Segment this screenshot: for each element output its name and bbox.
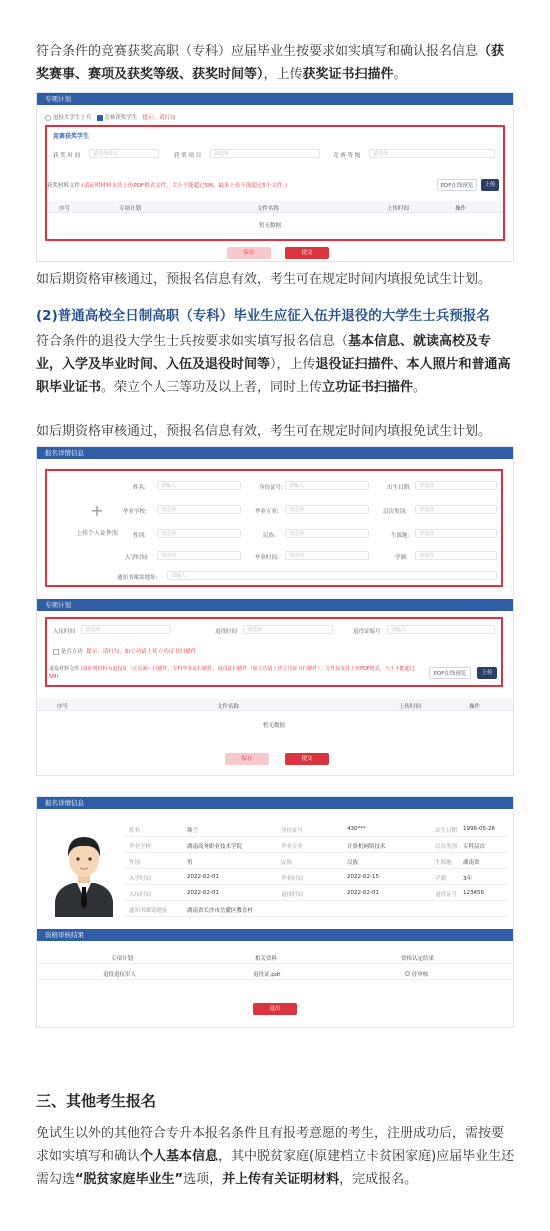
detail-label: 毕业专业 xyxy=(281,844,304,850)
p3-text-c: ，其中脱贫家庭(原建档立卡贫困家庭)应届毕业生还需勾选 xyxy=(36,1149,515,1187)
detail-value: 2022-02-01 xyxy=(187,890,219,896)
panel-header: 报名详情信息 xyxy=(37,447,513,459)
option-note: 提示：请打勾 xyxy=(142,115,176,121)
intro-paragraph xyxy=(36,40,516,86)
upload-row xyxy=(47,181,287,189)
result-row xyxy=(37,967,513,980)
label-gender: 性别: xyxy=(133,533,146,539)
p2-text-c: ），上传 xyxy=(270,357,316,372)
label-years: 学制: xyxy=(395,555,408,561)
intro-text-tail: ，上传 xyxy=(263,67,303,82)
detail-label: 毕业学校 xyxy=(129,844,152,850)
detail-row xyxy=(125,901,509,917)
detail-value: 2022-02-15 xyxy=(347,874,379,880)
label-name: 姓名: xyxy=(133,485,146,491)
retire-input[interactable]: 请选择 xyxy=(243,625,333,634)
detail-value: 汉族 xyxy=(347,860,359,866)
col-filename: 文件名称 xyxy=(217,704,240,710)
detail-label: 生源地 xyxy=(435,860,452,866)
detail-value: 湖南省 xyxy=(463,860,480,866)
section-title: 竞赛获奖学生 xyxy=(53,133,90,140)
label-major: 毕业专业: xyxy=(255,509,279,515)
p3-bold-f: 并上传有关证明材料 xyxy=(222,1172,340,1187)
detail-value: 430*** xyxy=(347,826,366,832)
checkbox-competition[interactable] xyxy=(97,115,103,121)
save-button[interactable]: 保存 xyxy=(227,247,271,259)
merit-label: 是否立功 xyxy=(60,649,83,655)
result-plan: 退役退伍军人 xyxy=(103,972,137,978)
merit-row xyxy=(53,647,196,655)
cert-input[interactable]: 请输入 xyxy=(387,625,495,634)
label-nation: 民族: xyxy=(263,533,276,539)
detail-value: 湖南省长沙市岳麓区教育村 xyxy=(187,908,254,914)
radio-veteran[interactable] xyxy=(45,115,51,121)
section-heading-2: (2)普通高校全日制高职（专科）毕业生应征入伍并退役的大学生士兵预报名 xyxy=(36,308,490,324)
after-text-1: 如后期资格审核通过，预报名信息有效，考生可在规定时间内填报免试生计划。 xyxy=(36,272,492,287)
intro-bold-text-2: 获奖证书扫描件 xyxy=(302,67,394,82)
detail-label: 毕业时间 xyxy=(281,876,304,882)
label-award-time: 获 奖 时 间 xyxy=(53,153,81,159)
upload-button[interactable]: 上传 xyxy=(477,667,497,679)
photo-upload-label: 上传个人证件照 xyxy=(75,530,118,537)
col-action: 操作 xyxy=(469,704,481,710)
upload-label: 获奖材料文件 xyxy=(47,183,81,189)
panel-header-plan: 专项计划 xyxy=(37,599,513,611)
label-retire: 退役时间 xyxy=(215,629,238,635)
award-time-input[interactable]: 请选择时间 xyxy=(89,149,159,158)
level-select[interactable]: 请选择 xyxy=(415,505,497,514)
p2-text-g: 。 xyxy=(413,380,427,395)
intro-text-end: 。 xyxy=(393,67,407,82)
col-result: 资格认定结果 xyxy=(401,956,435,962)
screenshot-competition-form xyxy=(36,92,514,262)
detail-value: 专科层次 xyxy=(463,844,486,850)
clock-icon xyxy=(405,971,410,976)
detail-row xyxy=(125,869,509,885)
intro-bold-text: （获奖赛事、赛项及获奖等级、获奖时间等） xyxy=(36,44,505,82)
option-competition-label: 竞赛获奖学生 xyxy=(104,115,138,121)
paragraph-3 xyxy=(36,1122,516,1191)
address-input[interactable]: 请输入 xyxy=(167,571,497,580)
after-text-2: 如后期资格审核通过，预报名信息有效，考生可在规定时间内填报免试生计划。 xyxy=(36,424,492,439)
merit-checkbox[interactable] xyxy=(53,649,59,655)
p2-bold-b: 基本信息、就读高校及专业，入学及毕业时间、入伍及退役时间等 xyxy=(36,334,492,372)
nation-select[interactable]: 请选择 xyxy=(285,529,369,538)
file-table-header xyxy=(37,699,513,711)
col-filename: 文件名称 xyxy=(257,206,280,212)
label-level: 层次类别: xyxy=(383,509,407,515)
detail-label: 姓名 xyxy=(129,828,141,834)
col-plan: 专项计划 xyxy=(119,206,142,212)
empty-text: 暂无数据 xyxy=(259,223,282,229)
years-select[interactable]: 请选择 xyxy=(415,551,497,560)
p2-bold-d: 退役证扫描件、本人照片和普通高职毕业证书 xyxy=(36,357,511,395)
upload-button[interactable]: 上传 xyxy=(481,179,499,191)
col-upload-time: 上传时间 xyxy=(399,704,422,710)
label-school: 毕业学校: xyxy=(123,509,147,515)
detail-row xyxy=(125,885,509,901)
pdf-preview-button[interactable]: PDF在线预览 xyxy=(437,179,477,191)
option-veteran-label: 退役大学生士兵 xyxy=(52,115,92,121)
detail-row xyxy=(125,821,509,837)
detail-label: 退役证号 xyxy=(435,892,458,898)
exit-button[interactable]: 退出 xyxy=(253,1003,297,1015)
save-button[interactable]: 保存 xyxy=(225,753,269,765)
col-index: 序号 xyxy=(57,704,69,710)
award-level-select[interactable]: 请选择 xyxy=(369,149,495,158)
detail-label: 入伍时间 xyxy=(129,892,152,898)
detail-label: 身份证号 xyxy=(281,828,304,834)
upload-note: (请证明材料为退役证（正反面）扫描件，专科毕业证扫描件，退役证扫描件（如立功请上传立功证书扫描件）；文件仅支持上传PDF格式，大小不能超过5M) xyxy=(49,666,415,680)
avatar xyxy=(49,821,119,917)
label-address: 通知书邮寄地址: xyxy=(117,575,158,581)
detail-row xyxy=(125,853,509,869)
upload-label: 退役材料文件 xyxy=(49,666,80,672)
plan-options xyxy=(45,113,176,121)
label-place: 生源地: xyxy=(391,533,410,539)
submit-button[interactable]: 提交 xyxy=(285,247,329,259)
enroll-input[interactable]: 请选择 xyxy=(157,551,241,560)
label-award-item: 获 奖 项 目 xyxy=(174,153,202,159)
label-id: 身份证号: xyxy=(259,485,283,491)
major-select[interactable]: 请选择 xyxy=(285,505,369,514)
detail-value: 计算机网络技术 xyxy=(347,844,386,850)
upload-row xyxy=(49,665,419,681)
panel-header-result: 资格审核结果 xyxy=(37,929,513,941)
panel-header: 专项计划 xyxy=(37,93,513,105)
detail-value: 湖南商务职业技术学院 xyxy=(187,844,243,850)
label-cert: 退役证编号 xyxy=(353,629,381,635)
label-grad: 毕业时间: xyxy=(255,555,279,561)
detail-label: 退役时间 xyxy=(281,892,304,898)
screenshot-detail-view xyxy=(36,796,514,1028)
detail-label: 层次类别 xyxy=(435,844,458,850)
merit-note: 提示：请打勾，如立功请上传立功证书扫描件 xyxy=(86,649,197,655)
p2-text-e: 。荣立个人三等功及以上者，同时上传 xyxy=(101,380,323,395)
paragraph-2 xyxy=(36,330,516,399)
birth-input[interactable]: 请选择 xyxy=(415,481,497,490)
p3-bold-b: 个人基本信息 xyxy=(140,1149,219,1164)
enlist-input[interactable]: 请选择 xyxy=(81,625,171,634)
detail-label: 入学时间 xyxy=(129,876,152,882)
upload-note: (请证明材料支持上传PDF格式文件，大小不能超过5M，最多上传不能超过5个文件。) xyxy=(81,183,288,189)
label-birth: 出生日期: xyxy=(387,485,411,491)
person-photo-icon xyxy=(49,821,119,917)
detail-label: 出生日期 xyxy=(435,828,458,834)
col-materials: 相关资料 xyxy=(255,956,278,962)
plus-icon: + xyxy=(90,501,104,520)
col-upload-time: 上传时间 xyxy=(387,206,410,212)
intro-text: 符合条件的竞赛获奖高职（专科）应届毕业生按要求如实填写和确认报名信息 xyxy=(36,44,479,59)
detail-value: 1996-05-26 xyxy=(463,826,495,832)
detail-value: 123456 xyxy=(463,890,484,896)
p3-text-e: 选项， xyxy=(183,1172,223,1187)
grad-input[interactable]: 请选择 xyxy=(285,551,369,560)
screenshot-veteran-form xyxy=(36,446,514,776)
result-file-link[interactable]: 退役证.pdf xyxy=(253,972,281,978)
detail-value: 3年 xyxy=(463,876,472,882)
p3-bold-d: “脱贫家庭毕业生” xyxy=(75,1172,184,1187)
pdf-preview-button[interactable]: PDF在线预览 xyxy=(429,667,471,679)
detail-value: 2022-02-01 xyxy=(347,890,379,896)
award-item-select[interactable]: 请选择 xyxy=(210,149,320,158)
empty-text: 暂无数据 xyxy=(263,723,286,729)
detail-label: 学制 xyxy=(435,876,447,882)
label-award-level: 竞 赛 等 级 xyxy=(333,153,361,159)
p2-text-a: 符合条件的退役大学生士兵按要求如实填写报名信息（ xyxy=(36,334,349,349)
panel-header: 报名详情信息 xyxy=(37,797,513,809)
detail-label: 民族 xyxy=(281,860,293,866)
detail-value: 男 xyxy=(187,860,193,866)
submit-button[interactable]: 提交 xyxy=(285,753,329,765)
result-status xyxy=(405,970,428,978)
detail-label: 性别 xyxy=(129,860,141,866)
detail-value: 韩兰 xyxy=(187,828,199,834)
p3-text-g: ，完成报名。 xyxy=(339,1172,418,1187)
section-heading-3: 三、其他考生报名 xyxy=(36,1092,157,1110)
detail-label: 通知书邮寄地址 xyxy=(129,908,168,914)
place-select[interactable]: 请选择 xyxy=(415,529,497,538)
p3-text-a: 免试生以外的其他符合专升本报名条件且有报考意愿的考生，注册成功后，需按要求如实填写和确认 xyxy=(36,1126,505,1164)
file-table-header xyxy=(47,201,503,213)
col-index: 序号 xyxy=(59,206,71,212)
detail-grid xyxy=(125,821,509,917)
label-enroll: 入学时间: xyxy=(125,555,149,561)
result-status-text: 待审核 xyxy=(411,972,429,978)
school-select[interactable]: 请选择 xyxy=(157,505,241,514)
col-plan: 专项计划 xyxy=(111,956,134,962)
detail-value: 2022-02-01 xyxy=(187,874,219,880)
detail-row xyxy=(125,837,509,853)
col-action: 操作 xyxy=(455,206,467,212)
result-header xyxy=(37,951,513,964)
id-input[interactable]: 请输入 xyxy=(285,481,369,490)
p2-bold-f: 立功证书扫描件 xyxy=(322,380,414,395)
name-input[interactable]: 请输入 xyxy=(157,481,241,490)
label-enlist: 入伍时间 xyxy=(53,629,76,635)
gender-select[interactable]: 请选择 xyxy=(157,529,241,538)
